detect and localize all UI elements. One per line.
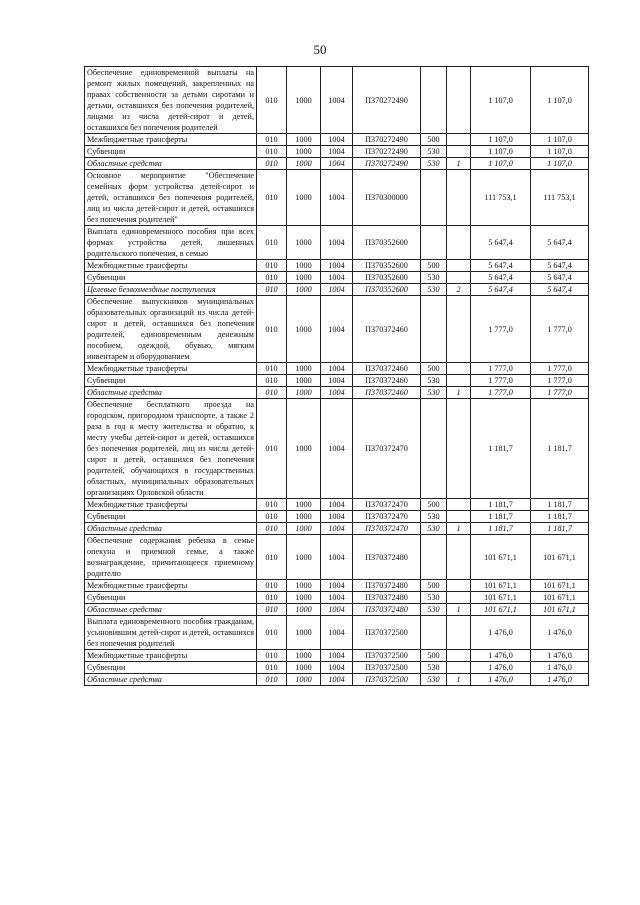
row-sum1: 1 777,0	[471, 375, 531, 387]
row-sum2: 1 777,0	[531, 363, 589, 375]
row-csr: П370372500	[353, 674, 421, 686]
row-sum1: 1 476,0	[471, 650, 531, 662]
row-src	[447, 67, 471, 134]
row-pr: 1004	[321, 387, 353, 399]
row-pr: 1004	[321, 399, 353, 499]
row-sum2: 1 107,0	[531, 158, 589, 170]
table-row	[85, 146, 589, 158]
row-name: Обеспечение выпускников муниципальных образовательных организаций из числа детей-сирот и детей, оставшихся без попечения родителей, единовременным денежным пособием, одеждой, обувью, мягким инвентарем и оборудованием	[85, 296, 257, 363]
row-rz: 1000	[287, 604, 321, 616]
budget-table	[84, 66, 589, 686]
row-sum2: 1 777,0	[531, 375, 589, 387]
row-ved: 010	[257, 662, 287, 674]
row-csr: П370372470	[353, 523, 421, 535]
row-csr: П370372460	[353, 387, 421, 399]
row-name: Областные средства	[85, 387, 257, 399]
row-src: 2	[447, 284, 471, 296]
row-rz: 1000	[287, 523, 321, 535]
row-vr	[421, 170, 447, 226]
row-sum1: 1 181,7	[471, 511, 531, 523]
row-pr: 1004	[321, 604, 353, 616]
row-csr: П370352600	[353, 226, 421, 260]
row-csr: П370352600	[353, 284, 421, 296]
table-row	[85, 226, 589, 260]
row-src	[447, 399, 471, 499]
page-number: 50	[313, 42, 327, 57]
row-pr: 1004	[321, 158, 353, 170]
row-sum2: 5 647,4	[531, 260, 589, 272]
row-sum2: 101 671,1	[531, 604, 589, 616]
row-name: Субвенции	[85, 375, 257, 387]
row-csr: П370372470	[353, 499, 421, 511]
row-src: 1	[447, 604, 471, 616]
row-sum1: 5 647,4	[471, 226, 531, 260]
row-rz: 1000	[287, 363, 321, 375]
row-vr: 530	[421, 375, 447, 387]
row-sum1: 1 181,7	[471, 399, 531, 499]
row-vr: 530	[421, 511, 447, 523]
row-sum1: 111 753,1	[471, 170, 531, 226]
row-src	[447, 662, 471, 674]
row-name: Обеспечение бесплатного проезда на городском, пригородном транспорте, а также 2 раза в год к месту жительства и обратно, к месту учебы детей-сирот и детей, оставшихся без попечения родителей, лиц из числа детей-сирот и детей, оставшихся без попечения родителей, обучающихся в государственных областных, муниципальных образовательных организациях Орловской области	[85, 399, 257, 499]
row-src	[447, 170, 471, 226]
row-pr: 1004	[321, 511, 353, 523]
row-src	[447, 580, 471, 592]
row-sum2: 1 476,0	[531, 662, 589, 674]
row-sum1: 101 671,1	[471, 580, 531, 592]
row-src: 1	[447, 523, 471, 535]
row-sum2: 5 647,4	[531, 226, 589, 260]
row-pr: 1004	[321, 272, 353, 284]
row-src: 1	[447, 387, 471, 399]
row-vr: 500	[421, 134, 447, 146]
row-csr: П370372500	[353, 650, 421, 662]
row-csr: П370352600	[353, 260, 421, 272]
row-sum2: 1 181,7	[531, 399, 589, 499]
row-name: Целевые безвозмездные поступления	[85, 284, 257, 296]
row-ved: 010	[257, 511, 287, 523]
row-pr: 1004	[321, 523, 353, 535]
row-sum2: 1 181,7	[531, 499, 589, 511]
row-pr: 1004	[321, 580, 353, 592]
row-pr: 1004	[321, 146, 353, 158]
row-sum1: 101 671,1	[471, 592, 531, 604]
row-src	[447, 260, 471, 272]
row-ved: 010	[257, 523, 287, 535]
row-vr: 500	[421, 260, 447, 272]
row-csr: П370372460	[353, 296, 421, 363]
row-name: Обеспечение единовременной выплаты на ремонт жилых помещений, закрепленных на правах собственности за детьми сиротами и детьми, оставшихся без попечения родителей, лицами из числа детей-сирот и детей, оставшихся без попечения родителей	[85, 67, 257, 134]
row-vr: 500	[421, 499, 447, 511]
row-rz: 1000	[287, 662, 321, 674]
row-sum1: 1 777,0	[471, 387, 531, 399]
row-name: Субвенции	[85, 662, 257, 674]
row-sum2: 101 671,1	[531, 580, 589, 592]
row-rz: 1000	[287, 375, 321, 387]
table-row	[85, 604, 589, 616]
table-row	[85, 170, 589, 226]
row-ved: 010	[257, 284, 287, 296]
row-src	[447, 146, 471, 158]
row-pr: 1004	[321, 592, 353, 604]
row-csr: П370372470	[353, 399, 421, 499]
row-ved: 010	[257, 158, 287, 170]
row-sum1: 1 181,7	[471, 523, 531, 535]
row-csr: П370372480	[353, 604, 421, 616]
row-sum1: 5 647,4	[471, 260, 531, 272]
row-rz: 1000	[287, 296, 321, 363]
row-pr: 1004	[321, 535, 353, 580]
table-row	[85, 523, 589, 535]
table-row	[85, 67, 589, 134]
row-rz: 1000	[287, 650, 321, 662]
row-vr: 530	[421, 604, 447, 616]
table-row	[85, 375, 589, 387]
row-src	[447, 296, 471, 363]
row-vr: 530	[421, 662, 447, 674]
row-rz: 1000	[287, 134, 321, 146]
row-vr	[421, 296, 447, 363]
row-rz: 1000	[287, 158, 321, 170]
row-csr: П370372500	[353, 616, 421, 650]
table-row	[85, 134, 589, 146]
row-sum1: 1 476,0	[471, 616, 531, 650]
row-ved: 010	[257, 387, 287, 399]
row-csr: П370372460	[353, 363, 421, 375]
row-name: Межбюджетные трансферты	[85, 363, 257, 375]
row-name: Субвенции	[85, 272, 257, 284]
row-ved: 010	[257, 375, 287, 387]
row-name: Областные средства	[85, 523, 257, 535]
row-sum1: 1 777,0	[471, 363, 531, 375]
row-ved: 010	[257, 67, 287, 134]
row-name: Субвенции	[85, 592, 257, 604]
table-row	[85, 662, 589, 674]
row-sum2: 1 181,7	[531, 511, 589, 523]
row-ved: 010	[257, 616, 287, 650]
table-row	[85, 674, 589, 686]
table-row	[85, 616, 589, 650]
row-sum2: 5 647,4	[531, 284, 589, 296]
table-row	[85, 580, 589, 592]
row-sum1: 101 671,1	[471, 535, 531, 580]
row-sum2: 1 476,0	[531, 616, 589, 650]
row-rz: 1000	[287, 67, 321, 134]
row-vr	[421, 535, 447, 580]
row-src	[447, 272, 471, 284]
row-sum2: 1 777,0	[531, 387, 589, 399]
row-pr: 1004	[321, 499, 353, 511]
row-ved: 010	[257, 399, 287, 499]
row-sum1: 1 181,7	[471, 499, 531, 511]
row-ved: 010	[257, 499, 287, 511]
row-name: Межбюджетные трансферты	[85, 260, 257, 272]
row-sum2: 1 777,0	[531, 296, 589, 363]
row-sum2: 101 671,1	[531, 535, 589, 580]
row-ved: 010	[257, 535, 287, 580]
row-name: Областные средства	[85, 158, 257, 170]
row-vr	[421, 616, 447, 650]
row-rz: 1000	[287, 580, 321, 592]
row-name: Межбюджетные трансферты	[85, 580, 257, 592]
row-ved: 010	[257, 146, 287, 158]
row-pr: 1004	[321, 616, 353, 650]
row-name: Выплата единовременного пособия при всех формах устройства детей, лишенных родительского попечения, в семью	[85, 226, 257, 260]
row-rz: 1000	[287, 674, 321, 686]
row-rz: 1000	[287, 387, 321, 399]
row-pr: 1004	[321, 67, 353, 134]
row-vr: 530	[421, 146, 447, 158]
row-ved: 010	[257, 272, 287, 284]
row-csr: П370272490	[353, 146, 421, 158]
row-src: 1	[447, 674, 471, 686]
row-sum2: 101 671,1	[531, 592, 589, 604]
row-csr: П370272490	[353, 158, 421, 170]
row-vr: 500	[421, 650, 447, 662]
row-sum1: 1 476,0	[471, 674, 531, 686]
row-ved: 010	[257, 134, 287, 146]
row-src	[447, 616, 471, 650]
table-row	[85, 363, 589, 375]
row-src: 1	[447, 158, 471, 170]
row-rz: 1000	[287, 170, 321, 226]
row-ved: 010	[257, 226, 287, 260]
table-row	[85, 650, 589, 662]
row-name: Субвенции	[85, 146, 257, 158]
table-row	[85, 260, 589, 272]
row-vr	[421, 226, 447, 260]
table-row	[85, 592, 589, 604]
row-name: Областные средства	[85, 604, 257, 616]
row-vr: 500	[421, 363, 447, 375]
row-name: Межбюджетные трансферты	[85, 134, 257, 146]
row-name: Межбюджетные трансферты	[85, 650, 257, 662]
row-sum1: 1 107,0	[471, 146, 531, 158]
table-row	[85, 296, 589, 363]
row-src	[447, 592, 471, 604]
row-pr: 1004	[321, 296, 353, 363]
row-pr: 1004	[321, 650, 353, 662]
row-name: Выплата единовременного пособия гражданам, усыновившим детей-сирот и детей, оставшихся без попечения родителей	[85, 616, 257, 650]
row-sum2: 1 476,0	[531, 650, 589, 662]
row-sum2: 1 107,0	[531, 146, 589, 158]
row-sum2: 1 181,7	[531, 523, 589, 535]
row-sum1: 1 107,0	[471, 158, 531, 170]
row-pr: 1004	[321, 260, 353, 272]
row-rz: 1000	[287, 511, 321, 523]
row-name: Областные средства	[85, 674, 257, 686]
row-sum1: 5 647,4	[471, 272, 531, 284]
row-sum2: 1 107,0	[531, 134, 589, 146]
table-row	[85, 158, 589, 170]
row-sum2: 1 476,0	[531, 674, 589, 686]
row-vr: 500	[421, 580, 447, 592]
row-ved: 010	[257, 260, 287, 272]
row-csr: П370300000	[353, 170, 421, 226]
row-sum1: 1 476,0	[471, 662, 531, 674]
row-pr: 1004	[321, 284, 353, 296]
table-row	[85, 399, 589, 499]
row-pr: 1004	[321, 363, 353, 375]
row-csr: П370372480	[353, 535, 421, 580]
row-vr: 530	[421, 387, 447, 399]
row-name: Субвенции	[85, 511, 257, 523]
table-row	[85, 511, 589, 523]
row-ved: 010	[257, 363, 287, 375]
row-ved: 010	[257, 580, 287, 592]
row-vr: 530	[421, 592, 447, 604]
row-vr	[421, 399, 447, 499]
row-csr: П370272490	[353, 134, 421, 146]
row-rz: 1000	[287, 499, 321, 511]
row-sum1: 1 107,0	[471, 67, 531, 134]
row-ved: 010	[257, 674, 287, 686]
row-ved: 010	[257, 650, 287, 662]
row-rz: 1000	[287, 616, 321, 650]
row-sum1: 5 647,4	[471, 284, 531, 296]
row-src	[447, 375, 471, 387]
row-ved: 010	[257, 170, 287, 226]
row-src	[447, 499, 471, 511]
row-src	[447, 134, 471, 146]
row-pr: 1004	[321, 674, 353, 686]
row-ved: 010	[257, 604, 287, 616]
row-src	[447, 226, 471, 260]
row-vr: 530	[421, 523, 447, 535]
row-name: Основное мероприятие "Обеспечение семейных форм устройства детей-сирот и детей, оставшихся без попечения родителей, лиц из числа детей-сирот и детей, оставшихся без попечения родителей"	[85, 170, 257, 226]
row-name: Межбюджетные трансферты	[85, 499, 257, 511]
row-rz: 1000	[287, 272, 321, 284]
row-pr: 1004	[321, 134, 353, 146]
table-row	[85, 387, 589, 399]
table-row	[85, 272, 589, 284]
row-csr: П370372500	[353, 662, 421, 674]
row-csr: П370372460	[353, 375, 421, 387]
row-rz: 1000	[287, 284, 321, 296]
row-rz: 1000	[287, 535, 321, 580]
row-csr: П370372480	[353, 580, 421, 592]
row-ved: 010	[257, 296, 287, 363]
row-ved: 010	[257, 592, 287, 604]
row-rz: 1000	[287, 592, 321, 604]
row-src	[447, 535, 471, 580]
row-csr: П370272490	[353, 67, 421, 134]
row-sum1: 1 107,0	[471, 134, 531, 146]
row-src	[447, 650, 471, 662]
row-rz: 1000	[287, 226, 321, 260]
table-row	[85, 499, 589, 511]
row-csr: П370352600	[353, 272, 421, 284]
row-pr: 1004	[321, 226, 353, 260]
row-vr: 530	[421, 284, 447, 296]
row-csr: П370372470	[353, 511, 421, 523]
row-src	[447, 511, 471, 523]
row-vr: 530	[421, 272, 447, 284]
row-pr: 1004	[321, 170, 353, 226]
row-sum2: 1 107,0	[531, 67, 589, 134]
row-src	[447, 363, 471, 375]
row-sum2: 5 647,4	[531, 272, 589, 284]
row-name: Обеспечение содержания ребенка в семье опекуна и приемной семье, а также вознаграждение, причитающееся приемному родителю	[85, 535, 257, 580]
row-pr: 1004	[321, 662, 353, 674]
row-csr: П370372480	[353, 592, 421, 604]
row-pr: 1004	[321, 375, 353, 387]
row-sum1: 1 777,0	[471, 296, 531, 363]
row-vr: 530	[421, 674, 447, 686]
row-vr	[421, 67, 447, 134]
row-vr: 530	[421, 158, 447, 170]
table-row	[85, 284, 589, 296]
table-row	[85, 535, 589, 580]
row-sum2: 111 753,1	[531, 170, 589, 226]
row-sum1: 101 671,1	[471, 604, 531, 616]
row-rz: 1000	[287, 399, 321, 499]
row-rz: 1000	[287, 260, 321, 272]
row-rz: 1000	[287, 146, 321, 158]
